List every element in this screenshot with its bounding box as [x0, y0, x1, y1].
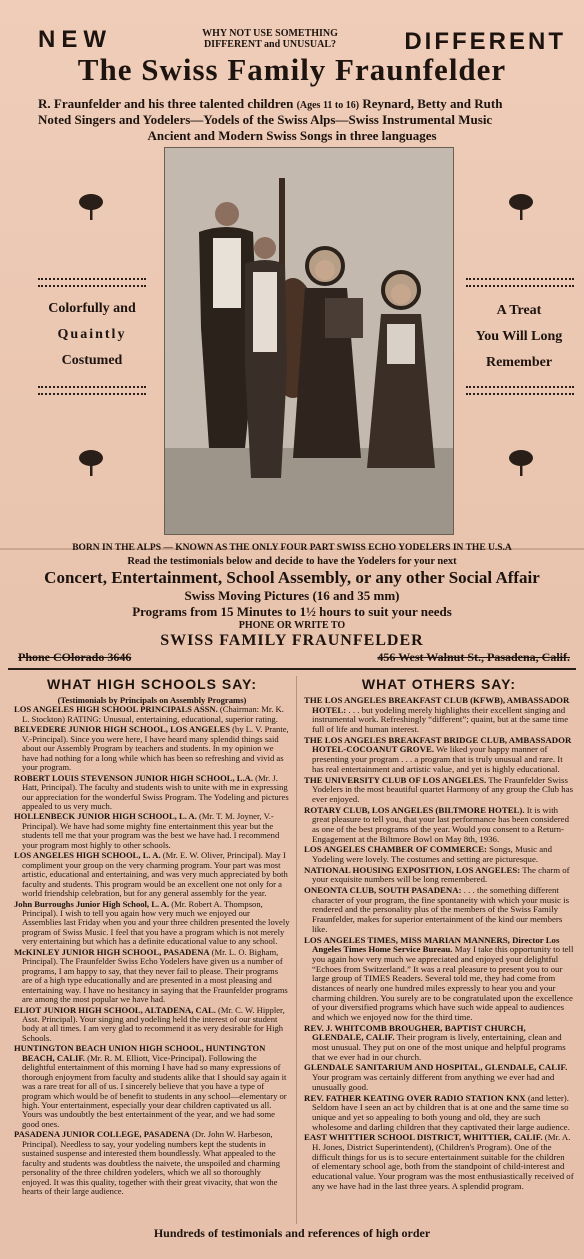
- columns-divider: [8, 668, 576, 670]
- testimonial-text: (and letter). Seldom have I seen an act by children that is at one and the same time so unique and yet so appealing to both young and old, they are such wholesome and darling children that they captivated their large audience.: [312, 1092, 570, 1132]
- testimonial-source: REV. J. WHITCOMB BROUGHER, BAPTIST CHURCH, GLENDALE, CALIF.: [304, 1022, 526, 1043]
- phone-or-write-line: PHONE OR WRITE TO: [238, 620, 346, 631]
- different-word: DIFFERENT: [404, 28, 566, 55]
- testimonial-entry: [304, 845, 574, 864]
- testimonial-entry: [14, 774, 290, 812]
- testimonial-source: McKINLEY JUNIOR HIGH SCHOOL, PASADENA: [14, 946, 210, 957]
- testimonial-entry: [14, 705, 290, 724]
- testimonial-entry: [304, 1133, 574, 1191]
- testimonial-text: (Dr. John W. Harbeson, Principal). Needless to say, your yodeling numbers kept the students in sustained suspense and interested them boundlessly. What appealed to the faculty and students was doubtless the naivete, the unspoiled and charming personality of the three children yodelers, which we all so thoroughly enjoyed. It was this quality, together with their great vivacity, that won the hearts of their large audience.: [22, 1129, 280, 1197]
- testimonial-text: (Mr. T. M. Joyner, V.-Principal). We have had some mighty fine entertainment this year but the students tell me that your program was the best we have had. I recommend your program most highly to other schools.: [22, 811, 280, 850]
- left-line-2: Quaintly: [57, 327, 127, 342]
- subtitle-line-2: Noted Singers and Yodelers—Yodels of the Swiss Alps—Swiss Instrumental Music: [38, 112, 493, 127]
- testimonial-source: LOS ANGELES CHAMBER OF COMMERCE:: [304, 844, 487, 855]
- testimonial-source: ROTARY CLUB, LOS ANGELES (BILTMORE HOTEL).: [304, 804, 525, 815]
- testimonial-text: The Fraunfelder Swiss Yodelers in the most beautiful quartet Harmony of any group the Club has ever enjoyed.: [312, 774, 574, 804]
- testimonial-text: It is with great pleasure to tell you, that your last performance has been considered as one of the best programs of the year. Would you consent to a Return-Engagement at the Biltmore Bowl on May 8th, 1936.: [312, 804, 569, 844]
- left-panel-text: [37, 296, 147, 374]
- testimonial-text: . . . the something different character of your program, the fine spontaneity with which your music is rendered and the personality plus of the members of the Swiss Family Fraunfelder, makes for superior entertainment of the kind our members like.: [312, 885, 569, 934]
- palm-tree-icon: [508, 448, 534, 478]
- left-line-3: Costumed: [61, 353, 123, 368]
- testimonial-source: ELIOT JUNIOR HIGH SCHOOL, ALTADENA, CAL.: [14, 1004, 216, 1015]
- column-separator: [296, 676, 297, 1224]
- schools-heading: WHAT HIGH SCHOOLS SAY:: [47, 676, 257, 692]
- schools-column: [14, 676, 290, 1198]
- others-column: [304, 676, 574, 1192]
- testimonial-entry: [14, 948, 290, 1005]
- testimonial-source: John Burroughs Junior High School, L. A.: [14, 898, 170, 909]
- testimonial-text: (Chairman: Mr. K. L. Stockton) RATING: Unusual, entertaining, educational, superior rating.: [22, 704, 284, 724]
- testimonial-entry: [14, 851, 290, 898]
- testimonial-text: (Mr. R. M. Elliott, Vice-Principal). Following the delightful entertainment of this morning I have had so many expressions of thorough enjoyment from faculty and students alike that I should say again it was a rare treat for all of us. I sincerely believe that you have a type of program which would be of benefit to students in any school—elementary or high. Your entertainment, especially your dear children captivated us all. Yours was undoubtly the best entertainment of the year, and we had some good ones.: [22, 1052, 287, 1129]
- testimonial-text: (Mr. J. Hatt, Principal). The faculty and students wish to unite with me in expressing our appreciation for the wonderful Swiss Program. The Yodeling and pictures appealed to us very much.: [22, 772, 289, 811]
- photo-family-portrait: [164, 147, 454, 535]
- testimonial-entry: [304, 886, 574, 934]
- testimonial-entry: [304, 866, 574, 885]
- testimonial-text: May I take this opportunity to tell you again how very much we appreciated and enjoyed your delightful “Echoes from Switzerland.” It was a real pleasure to present you to our large group of TIMES Readers. Several told me, they had come from distances of nearly one hundred miles expressly to hear you and your charming children. You surely are to be congratulated upon the excellence of your diversified programs which have such wide appeal to audiences and which we enjoyed now for the third time.: [312, 944, 574, 1022]
- testimonial-text: . . . but yodeling merely highlights their excellent singing and instrumental work. Refreshingly “different”; quaint, but at the same time full of life and human interest.: [312, 704, 569, 735]
- testimonial-entry: [304, 696, 574, 735]
- testimonial-text: Songs, Music and Yodeling were lovely. The costumes and setting are picturesque.: [312, 844, 552, 864]
- others-heading: WHAT OTHERS SAY:: [361, 676, 517, 692]
- decorative-rule: [38, 278, 146, 287]
- why-line-2: DIFFERENT and UNUSUAL?: [203, 39, 337, 50]
- testimonial-text: (Mr. L. O. Bigham, Principal). The Fraunfelder Swiss Echo Yodelers have given us a number of programs, I am happy to say, that they never fail to please. Their programs are of a high type educationally and are presented in a most pleasing and entertaining way. I have no hesitancy in saying that the Fraunfelder programs are among the most popular we have had.: [22, 946, 288, 1005]
- palm-tree-icon: [508, 192, 534, 222]
- programs-line: Programs from 15 Minutes to 1½ hours to suit your needs: [132, 604, 452, 619]
- why-line-1: WHY NOT USE SOMETHING: [202, 28, 338, 39]
- testimonial-entry: [304, 776, 574, 805]
- testimonial-source: REV. FATHER KEATING OVER RADIO STATION KNX: [304, 1092, 526, 1103]
- palm-tree-icon: [78, 448, 104, 478]
- testimonial-entry: [14, 1130, 290, 1196]
- testimonial-source: EAST WHITTIER SCHOOL DISTRICT, WHITTIER, CALIF.: [304, 1132, 543, 1143]
- testimonial-source: NATIONAL HOUSING EXPOSITION, LOS ANGELES:: [304, 864, 521, 875]
- right-line-1: A Treat: [496, 303, 542, 318]
- concert-line: Concert, Entertainment, School Assembly, or any other Social Affair: [44, 568, 540, 587]
- testimonial-text: (Mr. E. W. Oliver, Principal). May I compliment your group on the very charming program. Your part was most artistic, educational and entertaining, and was very much appreciated by both faculty and students. This program would be an excellent one not only for a world friendship celebration, but for any general assembly for the year.: [22, 850, 288, 899]
- decorative-rule: [466, 386, 574, 395]
- born-in-alps-line: BORN IN THE ALPS — KNOWN AS THE ONLY FOUR PART SWISS ECHO YODELERS IN THE U.S.A: [72, 543, 512, 553]
- testimonial-text: Their program is lively, entertaining, clean and most unusual. They put on one of the most unique and helpful programs that we ever had in our church.: [312, 1032, 566, 1062]
- testimonial-entry: [304, 1094, 574, 1133]
- testimonial-entry: [14, 725, 290, 772]
- left-line-1: Colorfully and: [48, 301, 136, 316]
- testimonial-source: THE LOS ANGELES BREAKFAST BRIDGE CLUB, AMBASSADOR HOTEL-COCOANUT GROVE.: [304, 734, 572, 755]
- testimonial-source: PASADENA JUNIOR COLLEGE, PASADENA: [14, 1129, 190, 1140]
- testimonial-entry: [14, 1044, 290, 1129]
- palm-tree-icon: [78, 192, 104, 222]
- testimonial-text: The charm of your exquisite numbers will be long remembered.: [312, 864, 570, 885]
- testimonial-source: HUNTINGTON BEACH UNION HIGH SCHOOL, HUNTINGTON BEACH, CALIF.: [14, 1043, 266, 1063]
- testimonial-source: LOS ANGELES HIGH SCHOOL, L. A.: [14, 850, 161, 861]
- testimonial-entry: [304, 1063, 574, 1092]
- testimonial-text: Your program was certainly different from anything we ever had and unusually good.: [312, 1072, 555, 1092]
- testimonial-entry: [14, 812, 290, 850]
- footer-line: Hundreds of testimonials and references of high order: [153, 1226, 431, 1240]
- testimonial-entry: [14, 900, 290, 947]
- contact-name: SWISS FAMILY FRAUNFELDER: [160, 632, 424, 649]
- testimonial-entry: [304, 806, 574, 845]
- address: 456 West Walnut St., Pasadena, Calif.: [377, 650, 570, 664]
- decorative-rule: [38, 386, 146, 395]
- schools-subheading: (Testimonials by Principals on Assembly Programs): [57, 695, 247, 705]
- decorative-rule: [466, 278, 574, 287]
- testimonial-text: (Mr. Robert A. Thompson, Principal). I wish to tell you again how very much we enjoyed our Assemblies last Friday when you and your three children presented the lovely program of Swiss Music. I feel that you have a program which is not merely very entertaining but which has a definite educational value to any school.: [22, 898, 290, 947]
- testimonial-entry: [14, 1006, 290, 1044]
- testimonial-source: THE UNIVERSITY CLUB OF LOS ANGELES.: [304, 774, 487, 785]
- subtitle-1a: R. Fraunfelder and his three talented children: [38, 96, 297, 111]
- read-testimonials-line: Read the testimonials below and decide to have the Yodelers for your next: [127, 556, 457, 567]
- testimonial-source: THE LOS ANGELES BREAKFAST CLUB (KFWB), AMBASSADOR HOTEL:: [304, 695, 570, 715]
- page-title: The Swiss Family Fraunfelder: [77, 52, 507, 87]
- subtitle-1b: (Ages 11 to 16): [296, 100, 360, 111]
- testimonial-text: (Mr. A. H. Jones, District Superintendent), (Children's Program). One of the difficult things for us is to secure entertainment suitable for the children of elementary school age, both from the standpoint of child-interest and educational value. Your program was the most enthusiastically received of any we have had in the last three years. A splendid program.: [312, 1132, 574, 1191]
- why-not-line: [150, 28, 390, 50]
- testimonial-text: (Mr. C. W. Hippler, Asst. Principal). Your singing and yodeling held the interest of our student body at all times. I am very glad to recommend it as very desirable for High Schools.: [22, 1004, 285, 1043]
- right-line-3: Remember: [485, 355, 553, 370]
- testimonial-text: (by L. V. Prante, V.-Principal). Since you were here, I have heard many splendid things said about our Assembly Program by teachers and students. In my opinion we have had nothing for a long while which has been so refreshing and vivid as your program.: [22, 724, 289, 773]
- testimonial-source: LOS ANGELES HIGH SCHOOL PRINCIPALS ASSN.: [14, 704, 218, 715]
- right-line-2: You Will Long: [475, 329, 563, 344]
- phone-number: Phone COlorado 3646: [18, 650, 132, 664]
- testimonial-source: HOLLENBECK JUNIOR HIGH SCHOOL, L. A.: [14, 811, 197, 822]
- portrait-illustration: [165, 148, 453, 534]
- testimonial-source: GLENDALE SANITARIUM AND HOSPITAL, GLENDALE, CALIF.: [304, 1062, 568, 1073]
- moving-pictures-line: Swiss Moving Pictures (16 and 35 mm): [184, 588, 400, 603]
- testimonial-source: LOS ANGELES TIMES, MISS MARIAN MANNERS, Director Los Angeles Times Home Service Bureau.: [304, 934, 560, 955]
- testimonial-source: BELVEDERE JUNIOR HIGH SCHOOL, LOS ANGELES: [14, 724, 231, 735]
- testimonial-entry: [304, 1024, 574, 1063]
- header-top-line: [38, 26, 566, 55]
- new-word: NEW: [38, 26, 112, 53]
- testimonial-text: We liked your happy manner of presenting your program . . . a program that is truly unusual and rare. It has real entertainment and artistic value, and yet is highly educational.: [312, 744, 563, 774]
- subtitle-1c: Reynard, Betty and Ruth: [359, 96, 503, 111]
- testimonial-source: ROBERT LOUIS STEVENSON JUNIOR HIGH SCHOOL, L.A.: [14, 772, 254, 783]
- right-panel-text: [464, 298, 574, 376]
- testimonial-entry: [304, 936, 574, 1023]
- testimonial-entry: [304, 736, 574, 775]
- subtitle-line-3: Ancient and Modern Swiss Songs in three languages: [147, 128, 437, 143]
- testimonial-source: ONEONTA CLUB, SOUTH PASADENA:: [304, 885, 462, 896]
